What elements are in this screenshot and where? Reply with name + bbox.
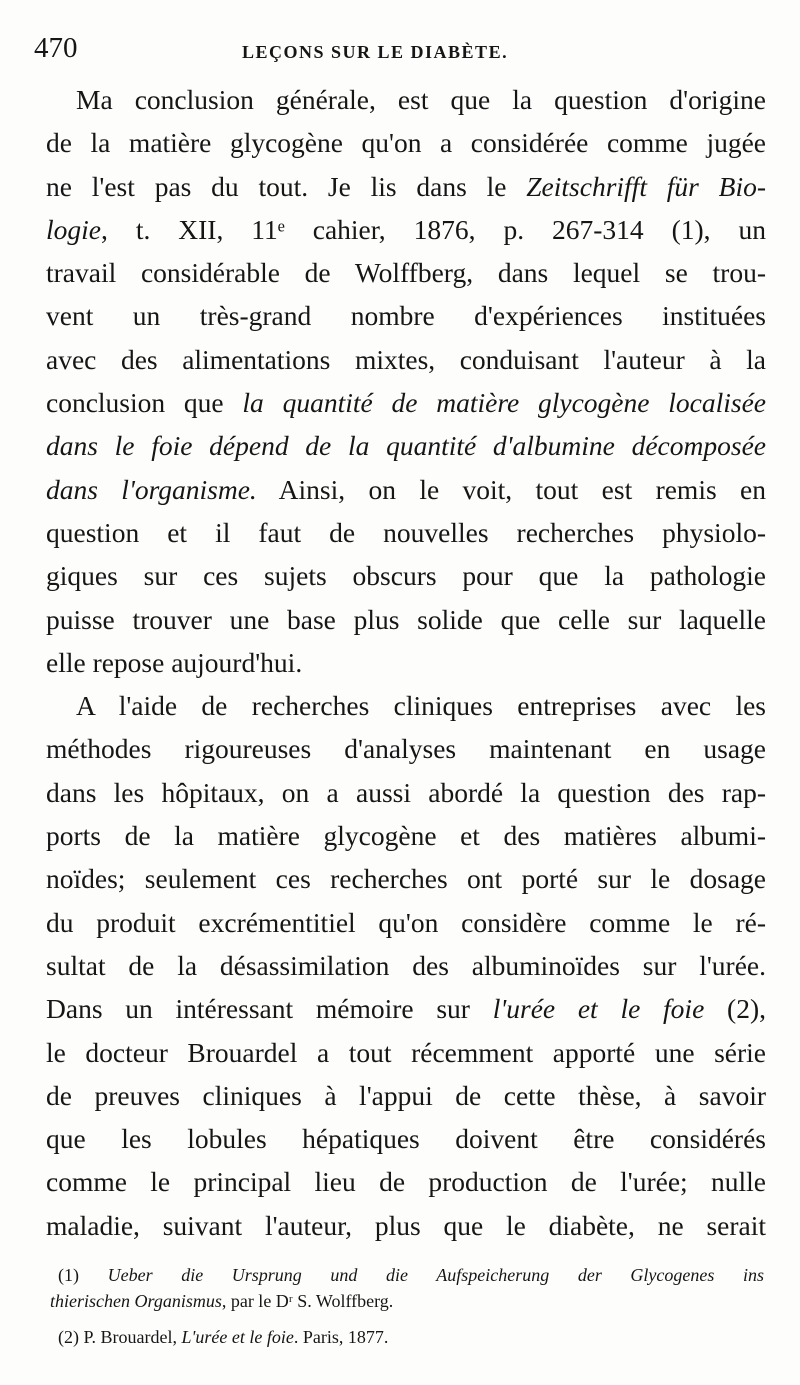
text-line-segment: ne l'est pas du tout. Je lis dans le <box>46 170 527 202</box>
text-line <box>46 598 766 641</box>
text-line-segment: Ma conclusion générale, est que la question d'origine <box>76 84 766 115</box>
footnote-2-title: L'urée et le foie <box>181 1327 294 1347</box>
text-line <box>46 814 766 857</box>
footnote-1-marker: (1) <box>58 1265 79 1285</box>
text-line <box>46 165 766 208</box>
text-line <box>46 468 766 511</box>
text-line-segment: sultat de la désassimilation des albuminoïdes sur l'urée. <box>46 949 766 981</box>
text-line-segment: , t. XII, 11ᵉ cahier, 1876, p. 267-314 (1), un <box>101 213 766 245</box>
text-line <box>46 1074 766 1117</box>
text-line <box>46 424 766 467</box>
text-line <box>46 684 766 727</box>
text-line-segment: du produit excrémentitiel qu'on considère comme le ré- <box>46 906 766 938</box>
text-line <box>46 1160 766 1203</box>
text-line-segment: A l'aide de recherches cliniques entreprises avec les <box>76 690 766 722</box>
text-line <box>46 771 766 814</box>
text-line-segment: que les lobules hépatiques doivent être considérés <box>46 1123 766 1155</box>
text-line <box>46 78 766 121</box>
text-line-segment: la quantité de matière glycogène localisée <box>242 387 766 419</box>
page-number: 470 <box>34 32 78 64</box>
text-line-segment: logie <box>46 213 101 245</box>
text-line-segment: de preuves cliniques à l'appui de cette thèse, à savoir <box>46 1079 766 1111</box>
text-line-segment: dans les hôpitaux, on a aussi abordé la question des rap- <box>46 776 766 808</box>
footnote-1-title-part-2: thierischen Organismus <box>50 1291 222 1311</box>
text-line-segment: vent un très-grand nombre d'expériences instituées <box>46 300 766 332</box>
running-title: LEÇONS SUR LE DIABÈTE. <box>242 42 509 62</box>
text-line <box>46 338 766 381</box>
text-line <box>46 1031 766 1074</box>
text-line-segment: le docteur Brouardel a tout récemment apporté une série <box>46 1036 766 1068</box>
footnote-1-line-2 <box>50 1288 764 1314</box>
text-line <box>46 511 766 554</box>
text-line-segment: elle repose aujourd'hui. <box>46 646 303 678</box>
text-line <box>46 251 766 294</box>
text-line <box>46 987 766 1030</box>
page-header <box>34 30 774 70</box>
text-line-segment: l'urée et le foie <box>492 993 705 1025</box>
footnotes <box>50 1262 764 1350</box>
text-line-segment: comme le principal lieu de production de l'urée; nulle <box>46 1166 766 1198</box>
text-line <box>46 1117 766 1160</box>
text-line-segment: de la matière glycogène qu'on a considérée comme jugée <box>46 127 766 159</box>
footnote-2 <box>58 1324 764 1350</box>
text-line-segment: giques sur ces sujets obscurs pour que la pathologie <box>46 560 766 592</box>
text-line-segment: dans l'organisme. <box>46 473 257 505</box>
text-line-segment: travail considérable de Wolffberg, dans lequel se trou- <box>46 257 766 289</box>
text-line <box>46 1204 766 1247</box>
text-line <box>46 641 766 684</box>
text-line-segment: dans le foie dépend de la quantité d'albumine décomposée <box>46 430 766 462</box>
text-line <box>46 727 766 770</box>
text-line-segment: noïdes; seulement ces recherches ont porté sur le dosage <box>46 863 766 895</box>
text-line <box>46 901 766 944</box>
text-line-segment: conclusion que <box>46 387 243 419</box>
footnote-2-marker: (2) <box>58 1327 79 1347</box>
text-line-segment: ports de la matière glycogène et des matières albumi- <box>46 820 766 852</box>
footnote-2-author: P. Brouardel, <box>83 1327 182 1347</box>
text-line-segment: (2), <box>704 993 766 1025</box>
text-line-segment: maladie, suivant l'auteur, plus que le diabète, ne serait <box>46 1209 766 1241</box>
footnote-2-rest: . Paris, 1877. <box>293 1327 389 1347</box>
text-line <box>46 857 766 900</box>
text-line <box>46 554 766 597</box>
text-line-segment: Dans un intéressant mémoire sur <box>46 993 493 1025</box>
footnote-1-line-1 <box>58 1262 764 1288</box>
text-line <box>46 944 766 987</box>
text-line <box>46 294 766 337</box>
footnote-1-title-part-1: Ueber die Ursprung und die Aufspeicherung der Glycogenes ins <box>107 1265 764 1285</box>
text-line-segment: méthodes rigoureuses d'analyses maintenant en usage <box>46 733 766 765</box>
footnote-1-author: , par le Dʳ S. Wolffberg. <box>221 1291 394 1311</box>
text-line-segment: Zeitschrifft für Bio- <box>526 170 766 202</box>
text-line-segment: question et il faut de nouvelles recherches physiolo- <box>46 516 766 548</box>
text-line-segment: avec des alimentations mixtes, conduisant l'auteur à la <box>46 343 766 375</box>
text-line <box>46 381 766 424</box>
text-line <box>46 208 766 251</box>
text-line <box>46 121 766 164</box>
text-line-segment: Ainsi, on le voit, tout est remis en <box>256 473 766 505</box>
text-line-segment: puisse trouver une base plus solide que celle sur laquelle <box>46 603 766 635</box>
body-text <box>46 78 766 1247</box>
